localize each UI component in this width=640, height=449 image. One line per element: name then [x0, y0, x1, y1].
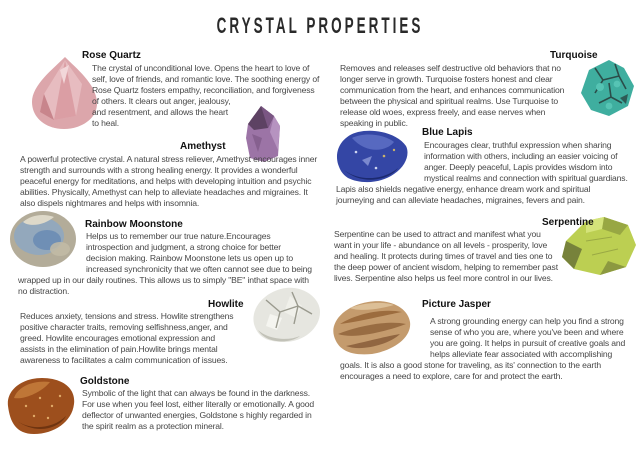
crystal-section-howlite: [20, 311, 316, 366]
crystal-name-serpentine: Serpentine: [542, 217, 594, 228]
crystal-name-howlite: Howlite: [208, 299, 244, 310]
crystal-name-blue-lapis: Blue Lapis: [422, 127, 473, 138]
turquoise-image: [576, 56, 638, 120]
crystal-name-rose-quartz: Rose Quartz: [82, 50, 141, 61]
crystal-description: Removes and releases self destructive old behaviors that no longer serve in growth. Turquoise fosters honest and clear communication from the heart, and enhances communication between the physical and spiritual realms. Use Turquoise to release old woes, express freely, and ease nerves when speaking in public.: [340, 63, 565, 128]
crystal-description: Serpentine can be used to attract and manifest what you want in your life - abundance on all levels - prosperity, love and healing. It protects during times of travel and ties one to the deep power of ancient wisdom, helping to remember past lives. Serpentine also helps us feel more control in our lives.: [334, 229, 558, 283]
crystal-section-goldstone: [82, 388, 320, 432]
crystal-description: The crystal of unconditional love. Opens the heart to love of self, love of friends, and romantic love. The soothing energy of Rose Quartz fosters empathy, reconciliation, and forgiveness of others. It clears out anger, jealousy, and resentment, and allows the heart to heal.: [92, 63, 320, 128]
crystal-section-blue-lapis: [336, 140, 630, 206]
crystal-description: A powerful protective crystal. A natural stress reliever, Amethyst encourages inner strength and surrounds with a strong healing energy. It provides a wonderful peaceful energy for meditations, and helps with developing intuition and psychic abilities. Physically, Amethyst can help to alleviate headaches and migraines. It also dispels nightmares and helps with insomnia.: [20, 154, 318, 208]
crystal-description: Symbolic of the light that can always be found in the darkness. For use when you feel lost, either literally or emotionally. A good deflector of unwanted energies, Goldstone s highly regarded in the spirit realm as a protection mineral.: [82, 388, 314, 431]
crystal-name-turquoise: Turquoise: [550, 50, 598, 61]
crystal-name-picture-jasper: Picture Jasper: [422, 299, 491, 310]
crystal-section-turquoise: [340, 63, 578, 129]
crystal-name-goldstone: Goldstone: [80, 376, 130, 387]
crystal-description: A strong grounding energy can help you find a strong sense of who you are, where you've been and where you are going. It helps in pursuit of creative goals and helps alleviate fear associated with accomplishing goals. It is also a good stone for traveling, as its' connection to the earth encourages a need to explore, care for and protect the earth.: [340, 316, 626, 381]
crystal-description: Reduces anxiety, tensions and stress. Howlite strengthens positive character traits, removing selfishness,anger, and greed. Howlite encourages emotional expression and assists in the elimination of pain.Howlite brings mental awareness to facilitates a calm communication of issues.: [20, 311, 234, 365]
crystal-name-amethyst: Amethyst: [180, 141, 226, 152]
crystal-section-serpentine: [334, 229, 566, 285]
page-title: CRYSTAL PROPERTIES: [216, 13, 424, 38]
crystal-section-amethyst: [20, 154, 320, 209]
crystal-name-rainbow-moonstone: Rainbow Moonstone: [85, 219, 183, 230]
crystal-description: Helps us to remember our true nature.Encourages introspection and judgment, a strong choice for better decision making. Rainbow Moonstone lets us open up to increased synchronicity that we often cannot see due to being wrapped up in our daily routines. This allows us to simply "BE" inthat space with no distraction.: [18, 231, 312, 296]
crystal-description: Encourages clear, truthful expression when sharing information with others, including an easier voicing of anger. Deeply peaceful, Lapis provides wisdom into mystical realms and connection with spiritual guardians. Lapis also shields negative energy, enhance dream work and spiritual journeying and can alleviate headaches, migraines, fevers and pain.: [336, 140, 628, 205]
goldstone-image: [2, 372, 80, 438]
crystal-section-picture-jasper: [340, 316, 636, 382]
